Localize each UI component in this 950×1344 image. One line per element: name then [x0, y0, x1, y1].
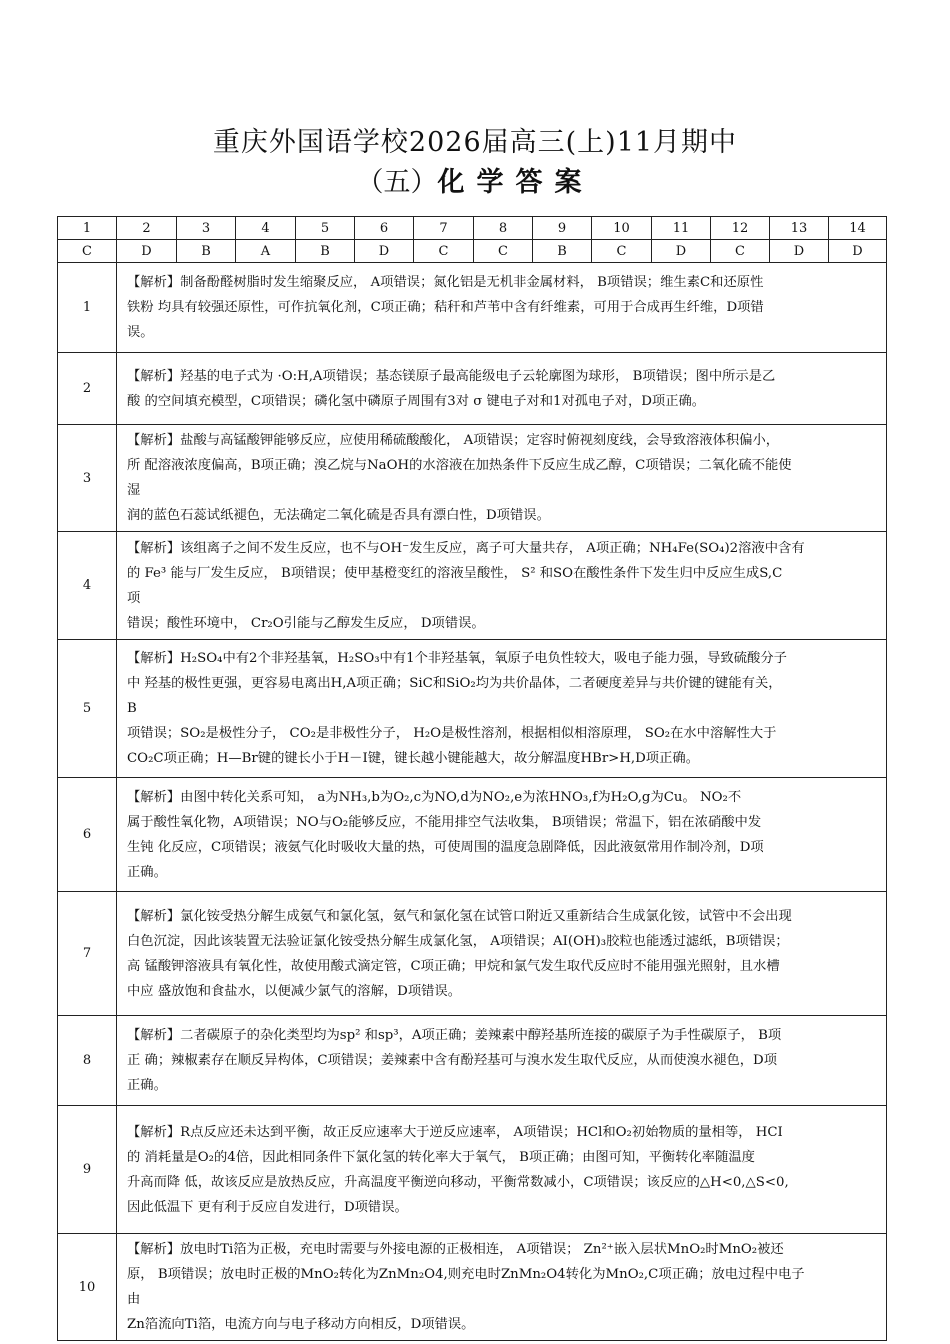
- question-number: 9: [533, 217, 592, 240]
- question-number: 5: [296, 217, 355, 240]
- explanation-row: [58, 640, 887, 778]
- explanation-line: 生钝 化反应，C项错误；液氨气化时吸收大量的热，可使周围的温度急剧降低，因此液氨常用作制冷剂，D项: [127, 839, 764, 855]
- explanation-line: 【解析】H₂SO₄中有2个非羟基氧，H₂SO₃中有1个非羟基氧，氧原子电负性较大，吸电子能力强，导致硫酸分子: [127, 651, 787, 666]
- document-subtitle: [0, 160, 950, 199]
- explanation-text: [117, 1234, 887, 1341]
- explanation-line: 因此低温下 更有利于反应自发进行，D项错误。: [127, 1199, 408, 1215]
- answer-letter: B: [296, 240, 355, 263]
- explanation-line: Zn箔流向Ti箔，电流方向与电子移动方向相反，D项错误。: [127, 1317, 475, 1332]
- subtitle-prefix: （五）: [356, 167, 438, 198]
- explanation-line: 所 配溶液浓度偏高，B项正确；溴乙烷与NaOH的水溶液在加热条件下反应生成乙醇，C项错误；二氧化硫不能使: [127, 458, 792, 473]
- explanation-line: 中应 盛放饱和食盐水，以便减少氯气的溶解，D项错误。: [127, 983, 462, 999]
- question-number: 3: [177, 217, 236, 240]
- answer-letter: D: [770, 240, 829, 263]
- explanation-row: [58, 778, 887, 892]
- explanation-number: 7: [58, 892, 117, 1016]
- explanation-text: [117, 640, 887, 778]
- explanation-number: 4: [58, 532, 117, 640]
- subtitle-bold: 化学答案: [437, 167, 594, 198]
- explanation-line: 【解析】放电时Ti箔为正极，充电时需要与外接电源的正极相连， A项错误； Zn²⁺嵌入层状MnO₂时MnO₂被还: [127, 1242, 784, 1257]
- answer-letter: C: [711, 240, 770, 263]
- explanation-row: [58, 353, 887, 425]
- explanation-line: 项错误；SO₂是极性分子， CO₂是非极性分子， H₂O是极性溶剂，根据相似相溶原理， SO₂在水中溶解性大于: [127, 726, 777, 741]
- explanation-line: 【解析】羟基的电子式为 ·O:H,A项错误；基态镁原子最高能级电子云轮廓图为球形， B项错误；图中所示是乙: [127, 368, 776, 384]
- explanation-line: 铁粉 均具有较强还原性，可作抗氧化剂，C项正确；秸秆和芦苇中含有纤维素，可用于合成再生纤维，D项错: [127, 300, 764, 315]
- question-number: 14: [829, 217, 887, 240]
- explanation-line: 由: [127, 1292, 141, 1307]
- explanation-line: 原， B项错误；放电时正极的MnO₂转化为ZnMn₂O4,则充电时ZnMn₂O4转化为MnO₂,C项正确；放电过程中电子: [127, 1267, 805, 1282]
- explanation-line: 属于酸性氧化物，A项错误；NO与O₂能够反应，不能用排空气法收集， B项错误；常温下，铝在浓硝酸中发: [127, 814, 762, 830]
- explanation-line: 高 锰酸钾溶液具有氧化性，故使用酸式滴定管，C项正确；甲烷和氯气发生取代反应时不能用强光照射，且水槽: [127, 958, 780, 974]
- answer-letter: C: [592, 240, 652, 263]
- explanation-line: 湿: [127, 483, 141, 498]
- explanation-line: 的 Fe³ 能与厂发生反应， B项错误；使甲基橙变红的溶液呈酸性， S² 和SO在酸性条件下发生归中反应生成S,C: [127, 565, 783, 581]
- answer-letter: C: [58, 240, 117, 263]
- explanation-row: [58, 1016, 887, 1106]
- question-number: 7: [414, 217, 474, 240]
- explanation-line: 中 羟基的极性更强，更容易电离出H,A项正确；SiC和SiO₂均为共价晶体，二者硬度差异与共价键的键能有关，: [127, 676, 782, 691]
- explanation-number: 6: [58, 778, 117, 892]
- question-number: 11: [652, 217, 711, 240]
- explanation-number: 5: [58, 640, 117, 778]
- answer-letter: B: [177, 240, 236, 263]
- explanation-number: 10: [58, 1234, 117, 1341]
- question-number: 8: [474, 217, 533, 240]
- explanation-row: [58, 1106, 887, 1234]
- explanation-line: 【解析】二者碳原子的杂化类型均为sp² 和sp³，A项正确；姜辣素中醇羟基所连接的碳原子为手性碳原子， B项: [127, 1028, 782, 1043]
- explanation-line: 正确。: [127, 1078, 167, 1093]
- explanation-line: B: [127, 701, 137, 716]
- explanation-row: [58, 263, 887, 353]
- explanation-line: 润的蓝色石蕊试纸褪色，无法确定二氧化硫是否具有漂白性，D项错误。: [127, 508, 550, 523]
- explanation-line: 【解析】该组离子之间不发生反应，也不与OH⁻发生反应，离子可大量共存， A项正确；NH₄Fe(SO₄)2溶液中含有: [127, 540, 805, 556]
- explanation-text: [117, 778, 887, 892]
- explanation-text: [117, 1016, 887, 1106]
- question-number: 10: [592, 217, 652, 240]
- explanation-row: [58, 425, 887, 532]
- explanation-line: 【解析】由图中转化关系可知， a为NH₃,b为O₂,c为NO,d为NO₂,e为浓HNO₃,f为H₂O,g为Cu。 NO₂不: [127, 789, 742, 805]
- answer-letter: C: [474, 240, 533, 263]
- explanation-line: 升高而降 低，故该反应是放热反应，升高温度平衡逆向移动，平衡常数减小，C项错误；该反应的△H<0,△S<0,: [127, 1174, 789, 1190]
- explanation-row: [58, 1234, 887, 1341]
- explanation-line: 的 消耗量是O₂的4倍，因此相同条件下氯化氢的转化率大于氧气， B项正确；由图可知，平衡转化率随温度: [127, 1149, 755, 1165]
- explanation-number: 1: [58, 263, 117, 353]
- explanation-line: 误。: [127, 325, 154, 340]
- explanation-number: 2: [58, 353, 117, 425]
- explanation-text: [117, 1106, 887, 1234]
- explanation-line: 错误；酸性环境中， Cr₂O引能与乙醇发生反应， D项错误。: [127, 615, 485, 631]
- answer-table: [57, 216, 887, 1341]
- answer-letter: B: [533, 240, 592, 263]
- answer-letter: C: [414, 240, 474, 263]
- question-number: 1: [58, 217, 117, 240]
- answer-letter: A: [236, 240, 296, 263]
- question-number: 13: [770, 217, 829, 240]
- question-number: 12: [711, 217, 770, 240]
- answer-letter: D: [652, 240, 711, 263]
- explanation-line: 【解析】R点反应还未达到平衡，故正反应速率大于逆反应速率， A项错误；HCl和O₂初始物质的量相等， HCI: [127, 1124, 783, 1140]
- explanation-row: [58, 892, 887, 1016]
- explanation-text: [117, 263, 887, 353]
- explanation-line: 项: [127, 590, 141, 606]
- explanation-text: [117, 892, 887, 1016]
- question-number-row: [58, 217, 887, 240]
- answer-letter: D: [829, 240, 887, 263]
- document-title: 重庆外国语学校2026届高三(上)11月期中: [212, 127, 738, 158]
- question-number: 2: [117, 217, 177, 240]
- answer-letter: D: [355, 240, 414, 263]
- explanation-row: [58, 532, 887, 640]
- explanation-line: 【解析】氯化铵受热分解生成氨气和氯化氢，氨气和氯化氢在试管口附近又重新结合生成氯化铵，试管中不会出现: [127, 908, 792, 924]
- answer-letter: D: [117, 240, 177, 263]
- explanation-text: [117, 353, 887, 425]
- explanation-number: 8: [58, 1016, 117, 1106]
- explanation-line: 白色沉淀，因此该装置无法验证氯化铵受热分解生成氯化氢， A项错误；AI(OH)₃胶粒也能透过滤纸，B项错误；: [127, 933, 789, 949]
- explanation-line: 正确。: [127, 864, 167, 880]
- explanation-line: 【解析】盐酸与高锰酸钾能够反应，应使用稀硫酸酸化， A项错误；定容时俯视刻度线，会导致溶液体积偏小，: [127, 433, 780, 448]
- explanation-line: CO₂C项正确；H—Br键的键长小于H－I键，键长越小键能越大，故分解温度HBr>H,D项正确。: [127, 751, 699, 766]
- explanation-line: 酸 的空间填充模型，C项错误；磷化氢中磷原子周围有3对 σ 键电子对和1对孤电子对，D项正确。: [127, 393, 706, 409]
- answer-row: [58, 240, 887, 263]
- explanation-text: [117, 532, 887, 640]
- explanation-line: 【解析】制备酚醛树脂时发生缩聚反应， A项错误；氮化铝是无机非金属材料， B项错误；维生素C和还原性: [127, 275, 764, 290]
- question-number: 6: [355, 217, 414, 240]
- explanation-text: [117, 425, 887, 532]
- question-number: 4: [236, 217, 296, 240]
- explanation-number: 3: [58, 425, 117, 532]
- explanation-line: 正 确；辣椒素存在顺反异构体，C项错误；姜辣素中含有酚羟基可与溴水发生取代反应，从而使溴水褪色，D项: [127, 1053, 778, 1068]
- explanation-number: 9: [58, 1106, 117, 1234]
